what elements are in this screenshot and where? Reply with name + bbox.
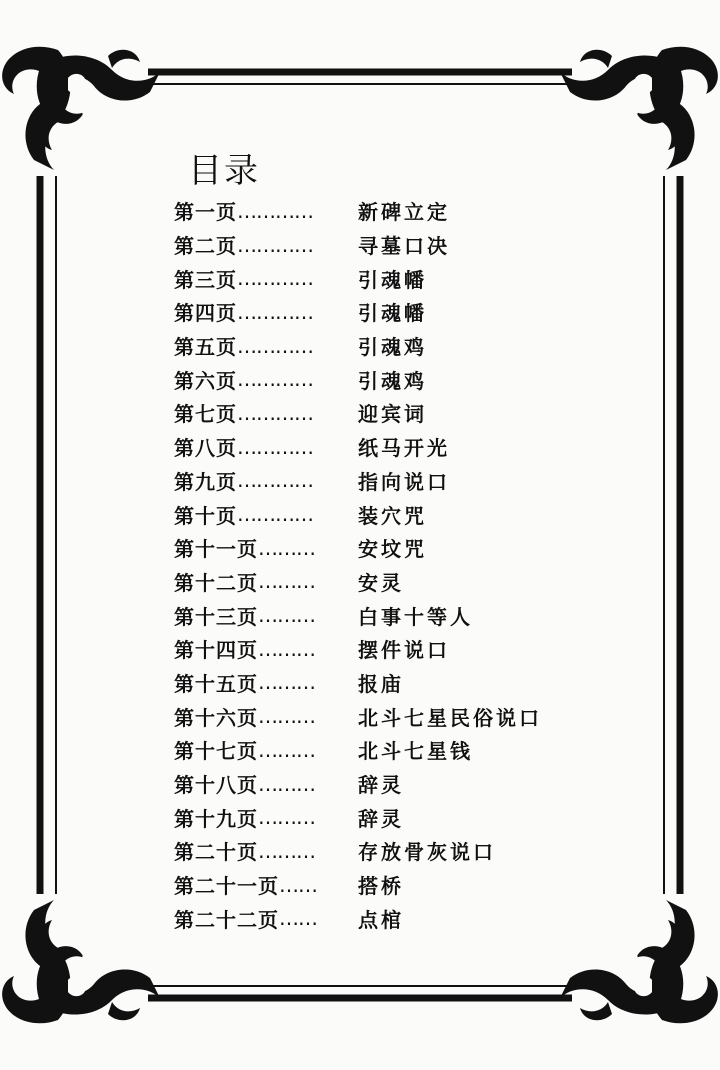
toc-entry-leader: ……… xyxy=(258,569,315,594)
toc-entry-page: 第十二页 xyxy=(174,570,258,595)
toc-entry-leader: ……… xyxy=(258,737,315,762)
toc-entry-title: 北斗七星民俗说口 xyxy=(358,705,542,730)
toc-entry-leader: ……… xyxy=(258,805,315,830)
toc-entry-page: 第九页 xyxy=(174,469,237,494)
toc-entry-title: 纸马开光 xyxy=(358,436,450,461)
corner-ornament-bottom-left xyxy=(2,894,160,1023)
toc-entry-leader: ……… xyxy=(258,771,315,796)
toc-entry-page: 第二页 xyxy=(174,234,237,259)
toc-title: 目录 xyxy=(188,151,260,191)
toc-list xyxy=(174,194,542,935)
toc-entry-page: 第四页 xyxy=(174,301,237,326)
toc-entry[interactable] xyxy=(174,329,427,363)
toc-entry-page: 第五页 xyxy=(174,335,237,360)
toc-entry-title: 报庙 xyxy=(358,671,404,696)
toc-entry-title: 新碑立定 xyxy=(358,200,450,225)
toc-entry-page: 第十五页 xyxy=(174,671,258,696)
toc-entry[interactable] xyxy=(174,901,404,935)
toc-entry-page: 第十六页 xyxy=(174,705,258,730)
toc-entry[interactable] xyxy=(174,598,473,632)
toc-entry[interactable] xyxy=(174,868,404,902)
toc-entry-page: 第七页 xyxy=(174,402,237,427)
toc-entry-leader: ………… xyxy=(237,434,313,459)
toc-entry[interactable] xyxy=(174,464,450,498)
toc-entry-leader: ………… xyxy=(237,266,313,291)
toc-entry-page: 第八页 xyxy=(174,436,237,461)
toc-entry[interactable] xyxy=(174,194,450,228)
toc-entry-title: 迎宾词 xyxy=(358,402,427,427)
toc-entry[interactable] xyxy=(174,733,473,767)
toc-entry[interactable] xyxy=(174,531,427,565)
toc-entry-leader: ………… xyxy=(237,502,313,527)
toc-entry-title: 引魂幡 xyxy=(358,301,427,326)
toc-entry[interactable] xyxy=(174,295,427,329)
toc-entry-page: 第二十一页 xyxy=(174,874,279,899)
toc-entry-leader: ……… xyxy=(258,535,315,560)
toc-entry-title: 存放骨灰说口 xyxy=(358,840,496,865)
toc-entry-leader: ………… xyxy=(237,299,313,324)
toc-entry[interactable] xyxy=(174,800,404,834)
toc-entry-leader: …… xyxy=(279,906,317,931)
toc-entry-title: 白事十等人 xyxy=(358,604,473,629)
toc-entry-title: 寻墓口决 xyxy=(358,234,450,259)
toc-entry[interactable] xyxy=(174,565,404,599)
toc-entry-leader: ……… xyxy=(258,838,315,863)
corner-ornament-bottom-right xyxy=(560,894,718,1023)
toc-entry-title: 安灵 xyxy=(358,570,404,595)
toc-entry-title: 引魂幡 xyxy=(358,267,427,292)
toc-entry-leader: ………… xyxy=(237,400,313,425)
toc-entry-leader: ……… xyxy=(258,636,315,661)
toc-entry-title: 引魂鸡 xyxy=(358,368,427,393)
corner-ornament-top-right xyxy=(560,47,718,176)
toc-entry-leader: ………… xyxy=(237,198,313,223)
toc-entry-page: 第一页 xyxy=(174,200,237,225)
toc-entry[interactable] xyxy=(174,497,427,531)
toc-entry[interactable] xyxy=(174,666,404,700)
toc-entry-leader: ……… xyxy=(258,670,315,695)
toc-entry[interactable] xyxy=(174,396,427,430)
toc-entry-page: 第三页 xyxy=(174,267,237,292)
toc-entry-title: 辞灵 xyxy=(358,806,404,831)
toc-entry-title: 辞灵 xyxy=(358,773,404,798)
toc-entry-title: 安坟咒 xyxy=(358,537,427,562)
toc-entry-leader: ………… xyxy=(237,232,313,257)
toc-entry-title: 点棺 xyxy=(358,907,404,932)
toc-entry-leader: ………… xyxy=(237,367,313,392)
toc-entry-page: 第二十页 xyxy=(174,840,258,865)
toc-entry[interactable] xyxy=(174,261,427,295)
toc-entry[interactable] xyxy=(174,228,450,262)
toc-entry-page: 第十七页 xyxy=(174,739,258,764)
toc-entry-leader: ……… xyxy=(258,704,315,729)
toc-entry[interactable] xyxy=(174,767,404,801)
toc-entry-title: 引魂鸡 xyxy=(358,335,427,360)
toc-entry[interactable] xyxy=(174,699,542,733)
toc-entry-title: 北斗七星钱 xyxy=(358,739,473,764)
toc-entry-title: 指向说口 xyxy=(358,469,450,494)
toc-entry-page: 第十三页 xyxy=(174,604,258,629)
toc-entry-title: 摆件说口 xyxy=(358,638,450,663)
toc-entry-page: 第十页 xyxy=(174,503,237,528)
toc-entry-leader: ………… xyxy=(237,468,313,493)
toc-entry-page: 第十八页 xyxy=(174,773,258,798)
toc-entry-page: 第十四页 xyxy=(174,638,258,663)
toc-entry-leader: ……… xyxy=(258,603,315,628)
toc-entry[interactable] xyxy=(174,362,427,396)
toc-entry-title: 搭桥 xyxy=(358,874,404,899)
toc-entry[interactable] xyxy=(174,430,450,464)
toc-entry[interactable] xyxy=(174,632,450,666)
corner-ornament-top-left xyxy=(2,47,160,176)
toc-entry-page: 第二十二页 xyxy=(174,907,279,932)
toc-entry-leader: ………… xyxy=(237,333,313,358)
toc-entry-page: 第六页 xyxy=(174,368,237,393)
toc-entry-title: 装穴咒 xyxy=(358,503,427,528)
toc-entry-page: 第十九页 xyxy=(174,806,258,831)
toc-entry-leader: …… xyxy=(279,872,317,897)
toc-entry-page: 第十一页 xyxy=(174,537,258,562)
toc-entry[interactable] xyxy=(174,834,496,868)
